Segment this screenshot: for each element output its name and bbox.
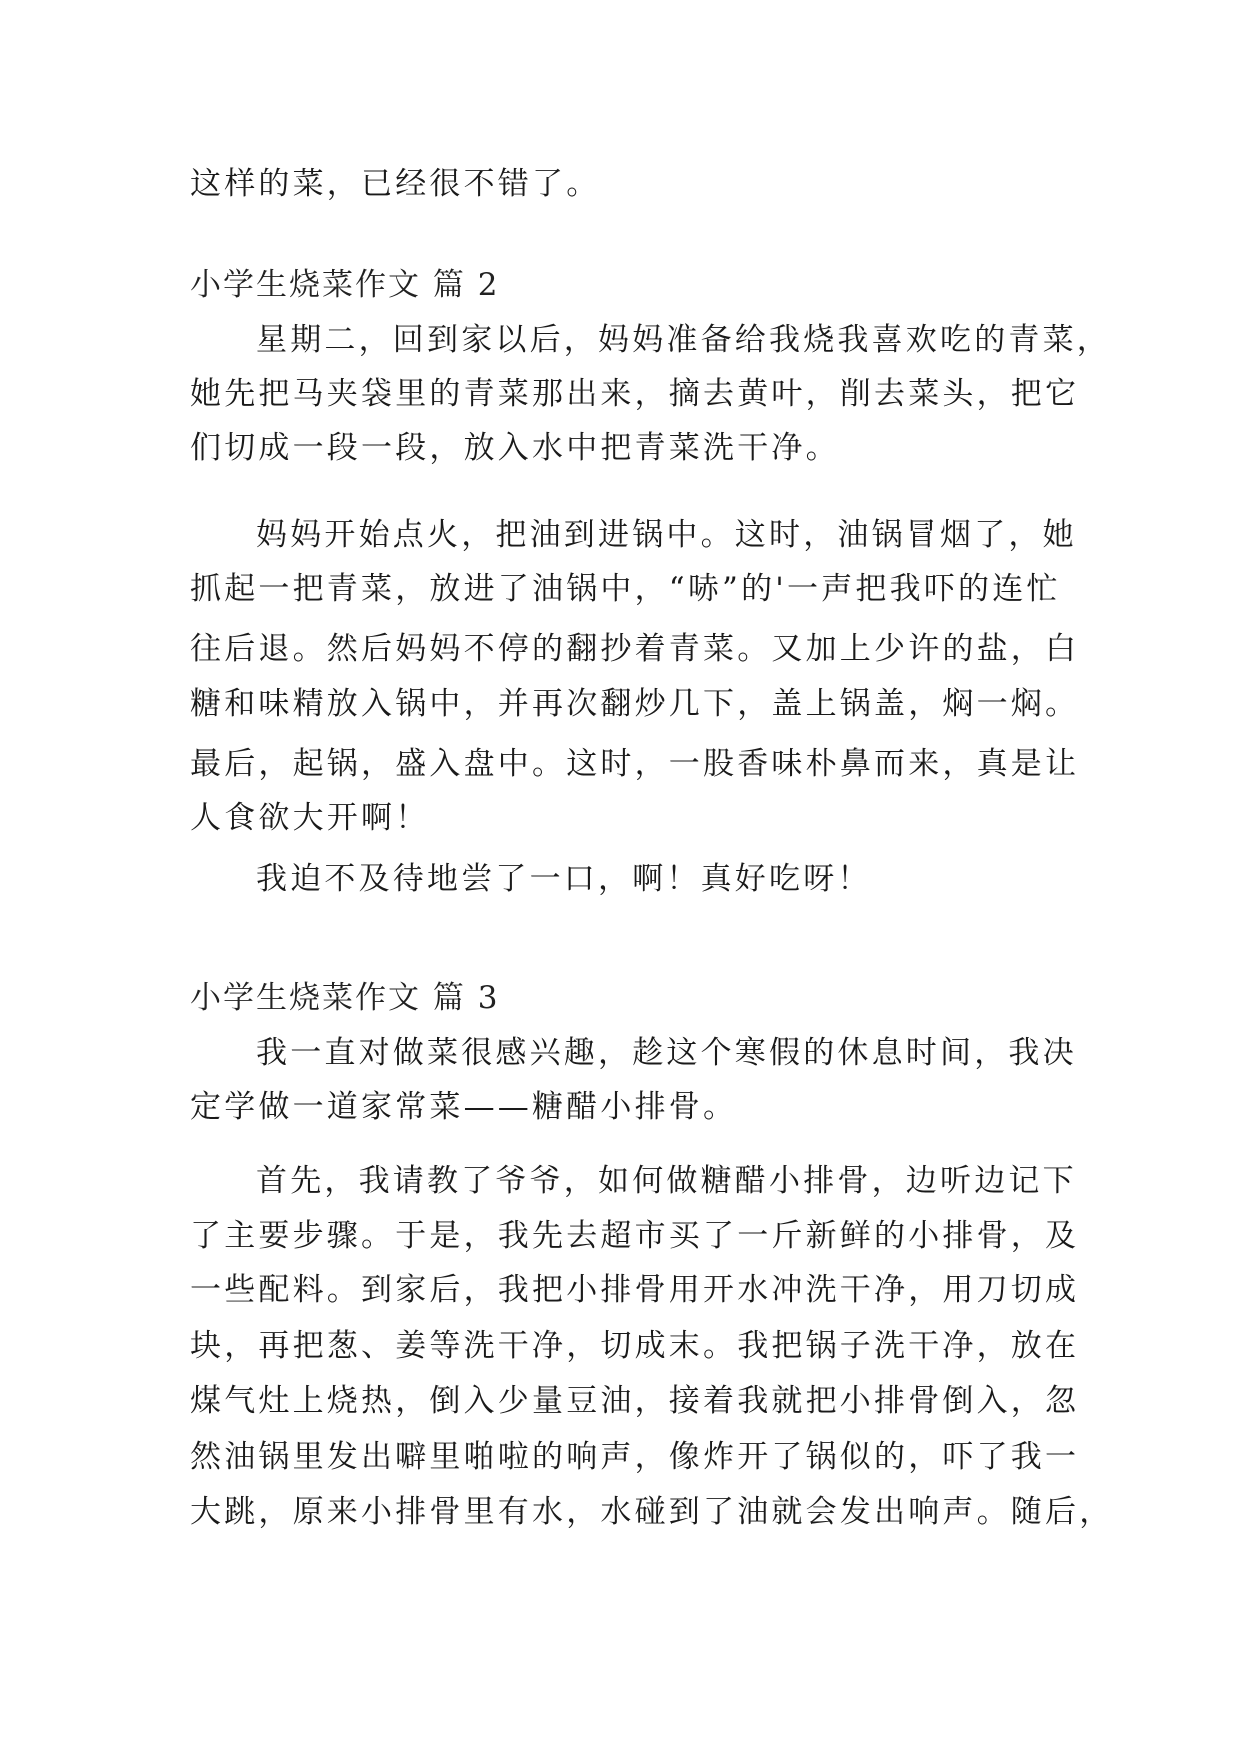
paragraph-line: 星期二，回到家以后，妈妈准备给我烧我喜欢吃的青菜， [256, 322, 1111, 358]
paragraph-line: 了主要步骤。于是，我先去超市买了一斤新鲜的小排骨，及 [190, 1218, 1080, 1254]
paragraph-line: 然油锅里发出噼里啪啦的响声，像炸开了锅似的，吓了我一 [190, 1439, 1080, 1475]
paragraph-line: 们切成一段一段，放入水中把青菜洗干净。 [190, 430, 840, 466]
paragraph-line: 抓起一把青菜，放进了油锅中，“哧”的'一声把我吓的连忙 [190, 571, 1061, 607]
paragraph-line: 最后，起锅，盛入盘中。这时，一股香味朴鼻而来，真是让 [190, 746, 1080, 782]
section-heading-2: 小学生烧菜作文 篇 2 [190, 267, 500, 303]
paragraph-line: 她先把马夹袋里的青菜那出来，摘去黄叶，削去菜头，把它 [190, 376, 1080, 412]
paragraph-line: 妈妈开始点火，把油到进锅中。这时，油锅冒烟了，她 [256, 517, 1077, 553]
paragraph-line: 块，再把葱、姜等洗干净，切成末。我把锅子洗干净，放在 [190, 1328, 1080, 1364]
paragraph-line: 人食欲大开啊！ [190, 800, 430, 836]
paragraph-line: 我一直对做菜很感兴趣，趁这个寒假的休息时间，我决 [256, 1035, 1077, 1071]
paragraph-line: 首先，我请教了爷爷，如何做糖醋小排骨，边听边记下 [256, 1163, 1077, 1199]
paragraph-line: 糖和味精放入锅中，并再次翻炒几下，盖上锅盖，焖一焖。 [190, 686, 1080, 722]
paragraph-line: 煤气灶上烧热，倒入少量豆油，接着我就把小排骨倒入，忽 [190, 1383, 1080, 1419]
section-heading-3: 小学生烧菜作文 篇 3 [190, 980, 500, 1016]
paragraph-line: 往后退。然后妈妈不停的翻抄着青菜。又加上少许的盐，白 [190, 631, 1080, 667]
paragraph-line: 这样的菜，已经很不错了。 [190, 166, 601, 202]
paragraph-line: 一些配料。到家后，我把小排骨用开水冲洗干净，用刀切成 [190, 1272, 1080, 1308]
paragraph-line: 定学做一道家常菜——糖醋小排骨。 [190, 1089, 738, 1125]
paragraph-line: 大跳，原来小排骨里有水，水碰到了油就会发出响声。随后， [190, 1494, 1114, 1530]
paragraph-line: 我迫不及待地尝了一口，啊！真好吃呀！ [256, 861, 872, 897]
